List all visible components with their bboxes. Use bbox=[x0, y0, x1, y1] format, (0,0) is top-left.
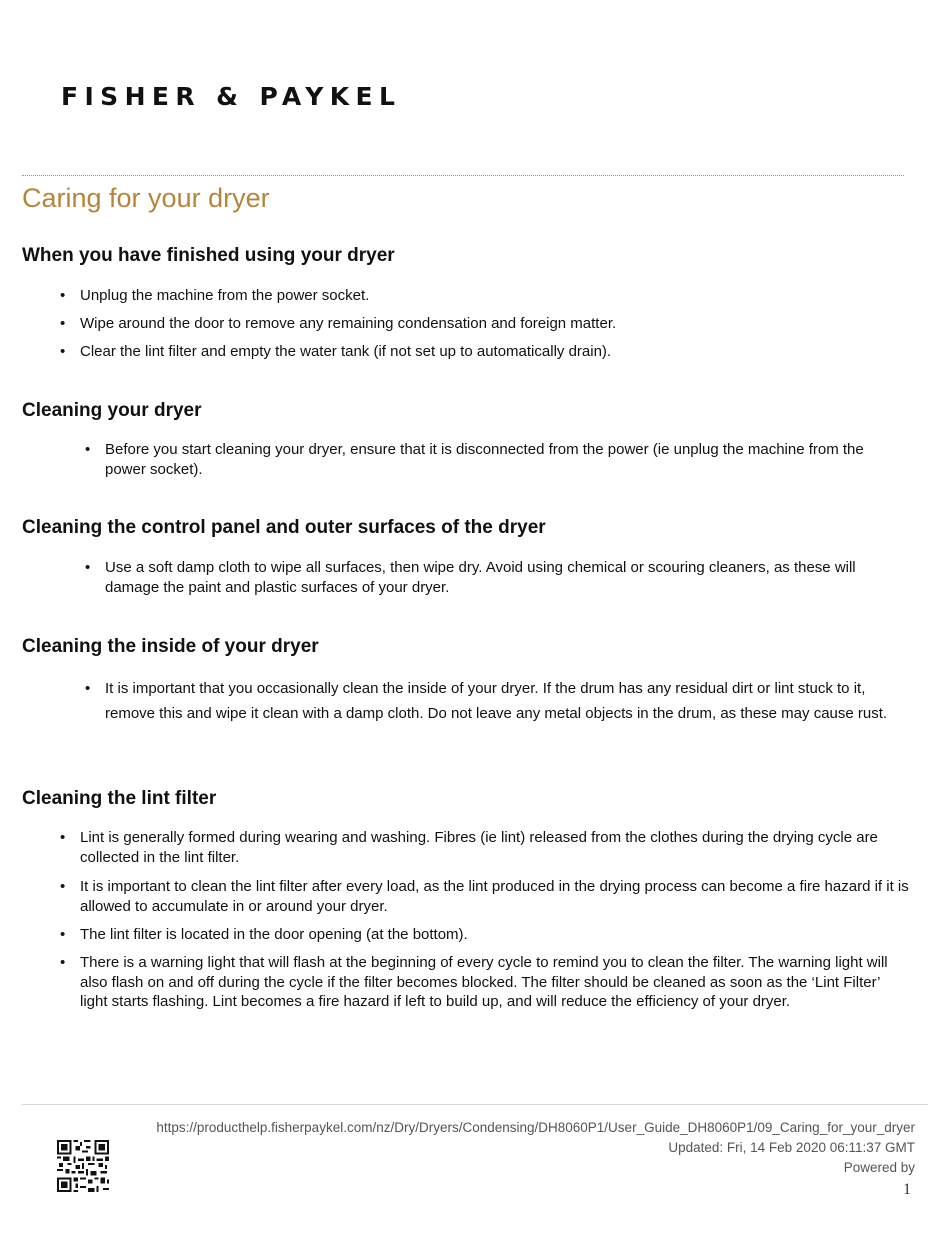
section-heading-finished-using: When you have finished using your dryer bbox=[22, 245, 395, 266]
list-item: • Clear the lint filter and empty the water tank (if not set up to automatically drain). bbox=[60, 343, 612, 360]
footer-divider bbox=[22, 1104, 928, 1105]
bullet-icon: • bbox=[60, 926, 66, 943]
list-item: • It is important that you occasionally clean the inside of your dryer. If the drum has any residual dirt or lint stuck to it, remove this and wipe it clean with a damp cloth. Do not leave any metal objects in the drum, as these may cause rust. bbox=[105, 676, 895, 726]
bullet-icon: • bbox=[85, 680, 91, 697]
list-item: • Use a soft damp cloth to wipe all surfaces, then wipe dry. Avoid using chemical or scouring cleaners, as these will damage the paint and plastic surfaces of your dryer. bbox=[85, 559, 856, 596]
bullet-icon: • bbox=[60, 954, 66, 971]
bullet-icon: • bbox=[60, 878, 66, 895]
list-item: • Lint is generally formed during wearing and washing. Fibres (ie lint) released from the clothes during the drying cycle are collected in the lint filter. bbox=[60, 829, 878, 866]
updated-timestamp: Updated: Fri, 14 Feb 2020 06:11:37 GMT bbox=[668, 1140, 915, 1155]
bullet-icon: • bbox=[60, 829, 66, 846]
bullet-icon: • bbox=[60, 343, 66, 360]
list-item: • Unplug the machine from the power socket. bbox=[60, 287, 370, 304]
page-title: Caring for your dryer bbox=[22, 183, 270, 213]
section-heading-inside: Cleaning the inside of your dryer bbox=[22, 636, 319, 657]
page-number: 1 bbox=[903, 1181, 911, 1198]
powered-by-label: Powered by bbox=[843, 1160, 915, 1175]
list-item: • There is a warning light that will flash at the beginning of every cycle to remind you to clean the filter. The warning light will also flash on and off during the cycle if the filter becomes blocked. The filter should be cleaned as soon as the ‘Lint Filter’ light starts flashing. Lint becomes a fire hazard if left to build up, and will reduce the efficiency of your dryer. bbox=[60, 954, 888, 1010]
header-divider bbox=[22, 175, 904, 176]
section-heading-cleaning-dryer: Cleaning your dryer bbox=[22, 400, 202, 421]
bullet-icon: • bbox=[85, 441, 91, 458]
bullet-icon: • bbox=[60, 315, 66, 332]
list-item: • It is important to clean the lint filter after every load, as the lint produced in the drying process can become a fire hazard if it is allowed to accumulate in or around your dryer. bbox=[60, 878, 909, 915]
list-item: • The lint filter is located in the door opening (at the bottom). bbox=[60, 926, 468, 943]
list-item: • Wipe around the door to remove any remaining condensation and foreign matter. bbox=[60, 315, 617, 332]
qr-code-icon bbox=[57, 1140, 109, 1192]
brand-logo: FISHER & PAYKEL bbox=[61, 82, 402, 111]
section-heading-control-panel: Cleaning the control panel and outer surfaces of the dryer bbox=[22, 517, 546, 538]
section-heading-lint-filter: Cleaning the lint filter bbox=[22, 788, 217, 809]
bullet-icon: • bbox=[60, 287, 66, 304]
list-item: • Before you start cleaning your dryer, ensure that it is disconnected from the power (ie unplug the machine from the power socket). bbox=[85, 441, 864, 478]
source-url[interactable]: https://producthelp.fisherpaykel.com/nz/Dry/Dryers/Condensing/DH8060P1/User_Guide_DH8060P1/09_Caring_for_your_dryer bbox=[156, 1120, 915, 1135]
bullet-icon: • bbox=[85, 559, 91, 576]
